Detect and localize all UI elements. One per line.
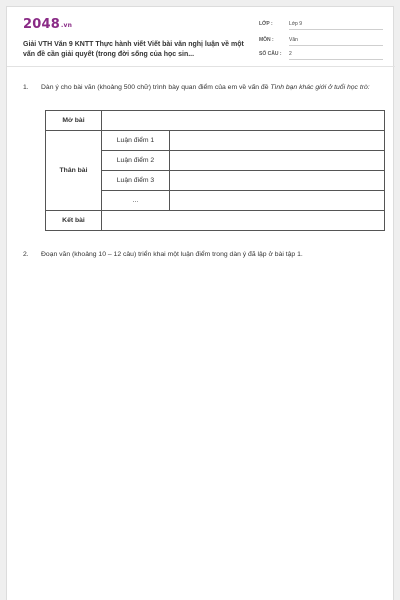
question-2-number: 2.	[23, 251, 29, 258]
outline-conclusion-label: Kết bài	[46, 211, 102, 231]
outline-body-label: Thân bài	[46, 131, 102, 211]
outline-conclusion-answer-cell[interactable]	[102, 211, 385, 231]
essay-outline-table	[45, 110, 385, 231]
document-title: Giải VTH Văn 9 KNTT Thực hành viết Viết bài văn nghị luận về một vấn đề cần giải quyết (trong đời sống của học sin...	[23, 41, 244, 58]
meta-class-value: Lớp 9	[289, 21, 383, 30]
meta-subject-value: Văn	[289, 37, 383, 46]
meta-class-label: LỚP :	[259, 21, 273, 27]
meta-subject-label: MÔN :	[259, 37, 274, 43]
question-2-text: Đoạn văn (khoảng 10 – 12 câu) triển khai một luận điểm trong dàn ý đã lập ở bài tập 1.	[41, 251, 303, 258]
logo-text: 2048	[23, 17, 60, 32]
meta-question-count	[259, 51, 383, 63]
question-1-prompt: Dàn ý cho bài văn (khoảng 500 chữ) trình bày quan điểm của em về vấn đề	[41, 84, 271, 91]
outline-point-3-answer-cell[interactable]	[170, 171, 385, 191]
worksheet-header	[7, 7, 395, 67]
outline-point-more-answer-cell[interactable]	[170, 191, 385, 211]
worksheet-page	[6, 6, 394, 600]
outline-point-2-answer-cell[interactable]	[170, 151, 385, 171]
meta-question-count-label: SỐ CÂU :	[259, 51, 282, 57]
site-logo[interactable]	[23, 17, 72, 32]
outline-point-1-answer-cell[interactable]	[170, 131, 385, 151]
question-1-topic: Tình bạn khác giới ở tuổi học trò:	[270, 84, 370, 91]
outline-intro-answer-cell[interactable]	[102, 111, 385, 131]
logo-tld: .vn	[60, 22, 73, 29]
outline-point-3-label: Luận điểm 3	[102, 171, 170, 191]
meta-question-count-value: 2	[289, 51, 383, 60]
outline-intro-label: Mở bài	[46, 111, 102, 131]
meta-subject	[259, 37, 383, 49]
outline-point-more-label: ...	[102, 191, 170, 211]
question-1-text	[41, 83, 387, 93]
meta-class	[259, 21, 383, 33]
outline-point-2-label: Luận điểm 2	[102, 151, 170, 171]
question-1-number: 1.	[23, 84, 29, 91]
outline-point-1-label: Luận điểm 1	[102, 131, 170, 151]
